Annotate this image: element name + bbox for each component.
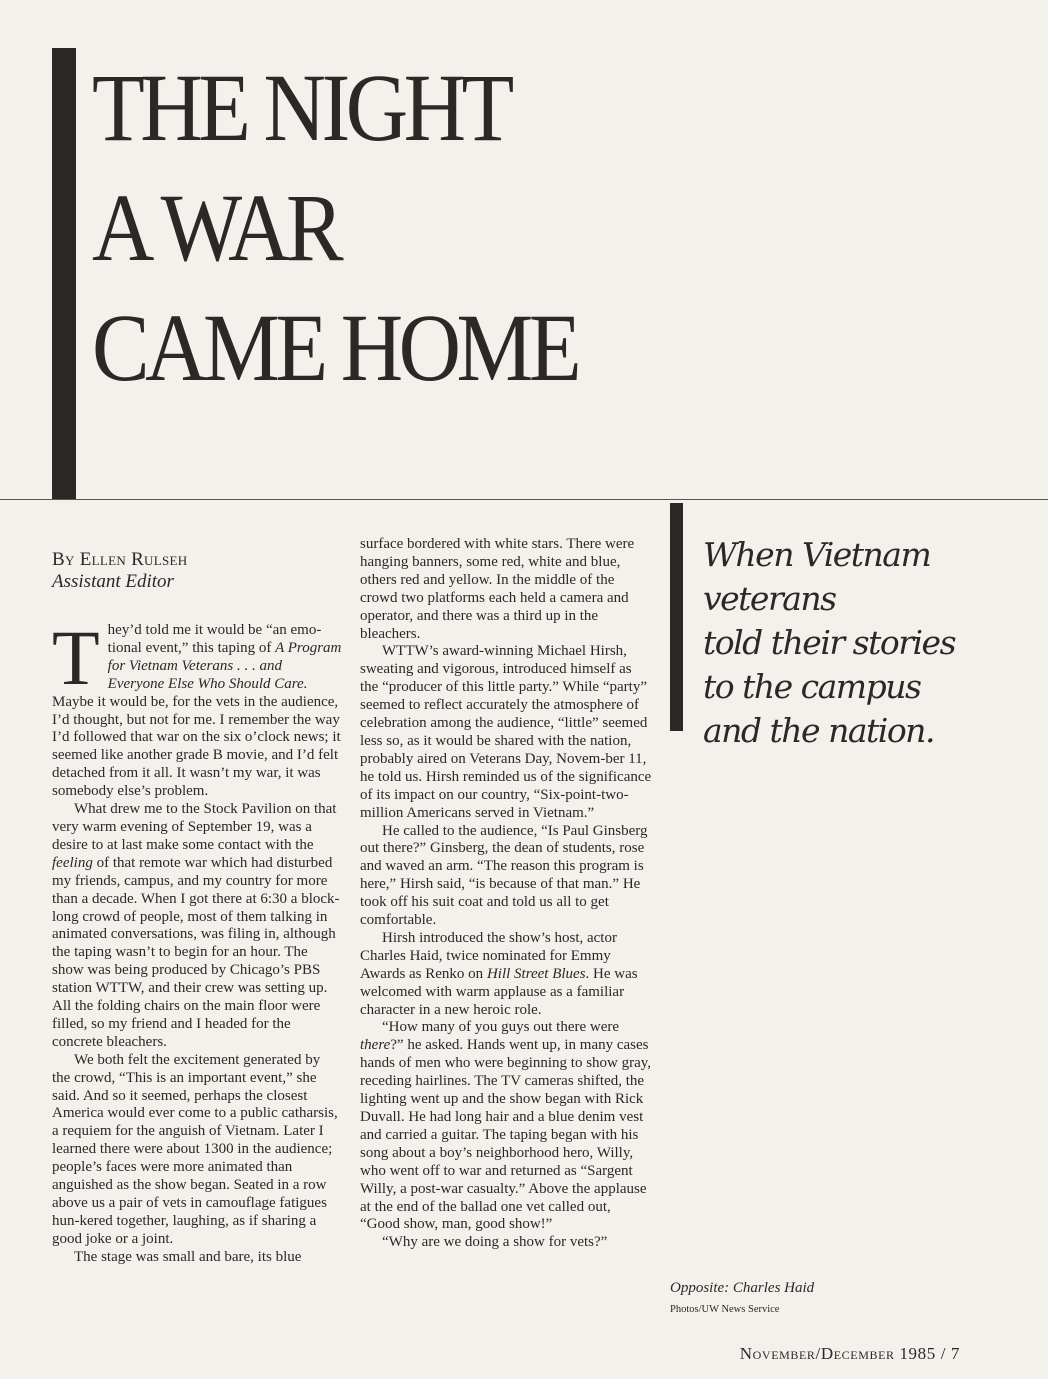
- issue-date: November/December 1985: [739, 1344, 936, 1363]
- pull-quote-line-2: veterans: [703, 579, 836, 618]
- page-footer: [740, 1344, 960, 1364]
- title-line-1: THE NIGHT: [92, 54, 510, 161]
- paragraph-9-text-a: “How many of you guys out there were: [382, 1019, 620, 1036]
- paragraph-9-text-b: ?” he asked. Hands went up, in many cases hands of men who were beginning to show gray, receding hairlines. The TV cameras shifted, the lighting went up and the show began with Rick Duvall. He had long hair and a blue denim vest and carried a guitar. The taping began with his song about a boy’s neighborhood hero, Willy, who went off to war and returned as “Sargent Willy, a post-war casualty.” Above the applause at the end of the ballad one vet called out, “Good show, man, good show!”: [360, 1037, 652, 1233]
- paragraph-1-text-a: hey’d told me it would be “an emo-tional event,” this taping of: [107, 622, 322, 656]
- article-title: [92, 48, 577, 408]
- paragraph-10: “Why are we doing a show for vets?”: [382, 1234, 608, 1251]
- photo-caption: Opposite: Charles Haid: [670, 1280, 815, 1296]
- show-title: Hill Street Blues: [486, 965, 586, 982]
- paragraph-2: [52, 801, 342, 1052]
- paragraph-3: We both felt the excitement generated by the crowd, “This is an important event,” she said. And so it seemed, perhaps the closest America would ever come to a public catharsis, a requiem for the anguish of Vietnam. Later I learned there were about 1300 in the audience; people’s faces were more animated than anguished as the show began. Seated in a row above us a pair of vets in camouflage fatigues hun-kered together, laughing, as if sharing a good joke or a joint.: [52, 1051, 338, 1247]
- body-column-1: [52, 614, 342, 1267]
- paragraph-9-emphasis: there: [360, 1037, 391, 1054]
- body-column-2: [360, 536, 652, 1252]
- pull-quote-accent-bar: [670, 503, 683, 731]
- paragraph-8-text-a: Hirsh introduced the show’s host, actor Charles Haid, twice nominated for Emmy Awards as Renko on: [360, 929, 617, 982]
- paragraph-8: [360, 930, 652, 1020]
- paragraph-2-text-a: What drew me to the Stock Pavilion on that very warm evening of September 19, was a desire to at last make some contact with the: [52, 801, 337, 853]
- paragraph-2-emphasis: feeling: [52, 854, 93, 871]
- paragraph-8-text-b: . He was welcomed with warm applause as a familiar character in a new heroic role.: [360, 965, 638, 1018]
- title-line-2: A WAR: [92, 174, 340, 281]
- pull-quote-line-4: to the campus: [703, 667, 921, 706]
- title-accent-bar: [52, 48, 76, 500]
- paragraph-2-text-b: of that remote war which had disturbed my friends, campus, and my country for more than a decade. When I got there at 6:30 a block-long crowd of people, most of them talking in animated conversations, was filing in, although the taping wasn’t to begin for an hour. The show was being produced by Chicago’s PBS station WTTW, and their crew was setting up. All the folding chairs on the main floor were filled, so my friend and I headed for the concrete bleachers.: [52, 854, 340, 1050]
- paragraph-1-text-b: Maybe it would be, for the vets in the audience, I’d thought, but not for me. I remember the way I’d followed that war on the six o’clock news; it seemed like another grade B movie, and I’d felt detached from it all. It wasn’t my war, it was somebody else’s problem.: [52, 693, 341, 800]
- photo-credit: Photos/UW News Service: [670, 1304, 780, 1315]
- page-number: 7: [950, 1344, 960, 1363]
- pull-quote-line-5: and the nation.: [703, 711, 934, 750]
- paragraph-4: The stage was small and bare, its blue: [74, 1248, 302, 1265]
- program-title: A Program for Vietnam Veterans . . . and Everyone Else Who Should Care.: [107, 639, 342, 692]
- paragraph-5: surface bordered with white stars. There were hanging banners, some red, white and blue, others red and yellow. In the middle of the crowd two platforms each held a camera and operator, and there was a third up in the bleachers.: [360, 536, 635, 642]
- title-line-3: CAME HOME: [92, 294, 578, 401]
- author-role: Assistant Editor: [52, 571, 174, 592]
- paragraph-7: He called to the audience, “Is Paul Ginsberg out there?” Ginsberg, the dean of students, rose and waved an arm. “The reason this program is here,” Hirsh said, “is because of that man.” He took off his suit coat and told us all to get comfortable.: [360, 822, 648, 929]
- author-name: By Ellen Rulseh: [52, 549, 188, 570]
- pull-quote-line-3: told their stories: [703, 623, 956, 662]
- pull-quote-line-1: When Vietnam: [703, 535, 931, 574]
- byline: [52, 549, 187, 593]
- paragraph-6: WTTW’s award-winning Michael Hirsh, sweating and vigorous, introduced himself as the “producer of this little party.” While “party” seemed to reflect accurately the atmosphere of celebration among the audience, “little” seemed less so, as it would be shared with the nation, probably aired on Veterans Day, Novem-ber 11, he told us. Hirsh reminded us of the significance of its impact on our country, “Six-point-two-million Americans served in Vietnam.”: [360, 643, 652, 821]
- pull-quote: [703, 533, 955, 753]
- paragraph-1: [52, 614, 342, 801]
- drop-cap: T: [52, 614, 100, 701]
- footer-separator: /: [935, 1344, 951, 1363]
- paragraph-9: [360, 1019, 652, 1234]
- header-divider: [0, 499, 1048, 500]
